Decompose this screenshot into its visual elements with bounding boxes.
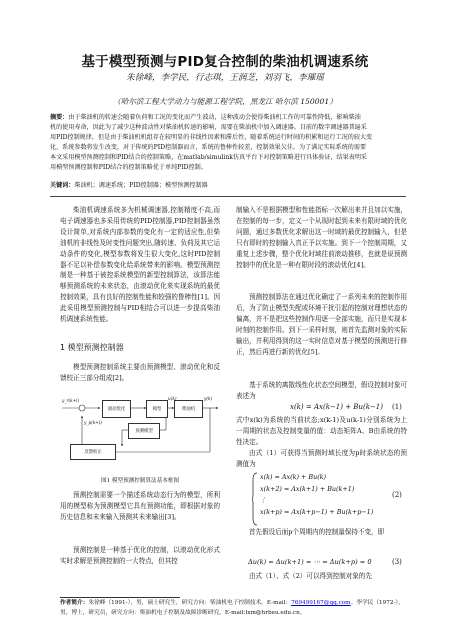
feedback-correction-block: 反馈校正 <box>70 444 116 460</box>
equation-2-line: x(k+p) = Ax(k+p−1) + Bu(k+p−1) <box>260 507 374 516</box>
equation-3-after: 由式（1）、式（2）可以得到控制对象的先 <box>249 572 372 580</box>
equation-2-line: x(k) = Ax(k) + Bu(k) <box>260 473 327 481</box>
abstract-line: 本文采用模型预测控制和PID结合的控制策略，在matlab/simulink仿真平台下对控制策略进行具体验证，结果表明采 <box>50 154 368 162</box>
abstract-line: 用PID控制规律，但是由于柴油机机组存在较明显的非线性因素和滞后性，随着系统运行时间的积累和运行工况的较大变 <box>50 134 373 142</box>
keywords-label: 关键词： <box>50 182 75 189</box>
body-paragraph: 制输入不是根据模型和性能指标一次解出来并且加以实施，在控制的每一步，定义一个从现时起到未来有限时域的优化问题，通过多数优化求解出这一时域的最优控制输入，但是只有即时的控制输入真正予以实施。到下一个控制周期，又重复上述步骤，整个优化时域往前滚动推移，也就是说预测控制中的优化是一种有限时段的滚动优化[4]。 <box>236 206 407 269</box>
equation-1-number: (1) <box>392 403 402 411</box>
abstract-line: 用模型预测控制和PID结合的控制策略优于单纯PID控制。 <box>50 164 207 172</box>
body-paragraph: 预测控制是一种基于优化的控制，以滚动优化形式实时求解是预测控制的一大特点，但其控 <box>60 546 220 565</box>
abstract-line: 化，系统参数将发生改变，对于传统的PID控制器而言，系统的鲁棒性较差，控制效果欠佳。为了满足实际系统的需要 <box>50 144 367 152</box>
equation-2-intro: 由式（1）可获得当预测时域长度为p时系统状态的预测值为 <box>236 449 407 468</box>
footnote-label: 作者简介： <box>60 600 89 606</box>
footnote-text: 朱徐峰（1991-），男，硕士研究生，研究方向：柴油机电子控制技术。E-mail： <box>88 600 292 606</box>
keywords-text: 柴油机；调速系统；PID控制器；模型预测控制器 <box>74 182 208 189</box>
affiliation: （哈尔滨工程大学动力与能源工程学院，黑龙江 哈尔滨 150001） <box>113 97 337 106</box>
equation-2 <box>260 472 373 518</box>
footnote <box>60 599 407 618</box>
abstract-line: 机的使用寿命，因此为了减少这种波动性对柴油机转速的影响，需要在柴油机中加入调速器。目前的数字调速器普遍采 <box>50 124 367 132</box>
equation-3-number: (3) <box>392 558 402 566</box>
prediction-model-block: 预测模型 <box>128 423 160 439</box>
equation-1-explanation: 式中x(k)为系统的当前状态;x(k-1)及u(k-1)分别系统为上一周期的状态及控制变量的值：动态矩阵A、B由系统的特性决定。 <box>236 416 407 446</box>
keywords <box>50 181 406 191</box>
body-paragraph: 基于系统的离散线性化状态空间模型，假设控制对象可表述为 <box>236 381 407 400</box>
section1-intro: 模型预测控制系统主要由预测模型、滚动优化和反馈校正三部分组成[2]。 <box>60 363 220 382</box>
diesel-engine-block: 柴油机 <box>174 400 203 418</box>
abstract-line: 由于柴油机的转速会随着负荷和工况的变化而产生波动，这种波动会使得柴油机工作的可靠性降低，影响柴油 <box>68 114 361 121</box>
figure-caption: 图1 模型预测控制算法基本框图 <box>100 478 180 484</box>
model-block: 模型 <box>146 400 168 418</box>
intro-paragraph: 柴油机调速系统多为机械调速器,控制精度不高,而电子调速器也多采用传统的PID控制器,PID控制器虽然设计简单,对系统内部参数的变化有一定的适应性,但柴油机的非线性及时变性问题突出,随转速、负荷及其它运动条件的变化,模型参数将发生很大变化,这时PID控制器不足以补偿参数变化给系统带来的影响。模型预测控制是一种基于被控系统模型的新型控制算法，该算法能够预测系统的未来状态，由滚动优化来实现系统的最优控制效果，具有良好的控制性能和较强的鲁棒性[1]。因此采用模型预测控制与PID相结合可以进一步提高柴油机调速系统性能。 <box>60 206 220 324</box>
figure-block-diagram <box>62 392 220 468</box>
signal-y: y(k) <box>204 396 213 401</box>
signal-u: u(k) <box>168 396 177 401</box>
equation-1: x(k) = Ax(k−1) + Bu(k−1) <box>290 403 383 411</box>
equation-2-number: (2) <box>392 491 402 499</box>
body-paragraph: 预测控制算法在通过优化确定了一系列未来的控制作用后，为了防止模型失配或环境干扰引起的控制对理想状态的偏离，并不是把这些控制作用逐一全部实施，而只是实现本时刻的控制作用。到下一采样时刻，则首先监测对象的实际输出，并利用得到的这一实时信息对基于模型的预测进行修正，然后再进行新的优化[5]。 <box>236 293 407 356</box>
paper-title: 基于模型预测与PID复合控制的柴油机调速系统 <box>81 54 369 70</box>
rolling-optimization-block: 滚动优化 <box>102 400 131 418</box>
author-list: 朱徐峰，李学民，行志琪，王润芝，刘羽飞，李璀瑶 <box>126 73 324 83</box>
section-heading-1: 1 模型预测控制器 <box>60 343 124 352</box>
footnote-rule <box>60 597 180 598</box>
equation-2-line: x(k+2) = Ax(k+1) + Bu(k+1) <box>260 484 355 493</box>
divider <box>50 196 406 197</box>
footnote-text: 。李学民（1972-），男，博士，研究员，研究方向：柴油机电子控制及故障诊断研究。E-mail:lxm@hrbeu.edu.cn。 <box>60 600 404 616</box>
body-paragraph: 预测控制需要一个描述系统动态行为的模型，所利用的模型称为预测模型它具有预测功能，即根据对象的历史信息和未来输入预测其未来输出[3]。 <box>60 491 220 521</box>
abstract-label: 摘要： <box>50 114 69 121</box>
equation-3: Δu(k) = Δu(k+1) = ⋯ = Δu(k+p) = 0 <box>248 558 372 566</box>
signal-yp: y_p(k+i) <box>84 420 102 425</box>
equation-2-brace <box>252 472 258 526</box>
email-link[interactable]: 769499167@qq.com <box>291 600 351 606</box>
signal-yr: y_r(k+i) <box>62 398 80 403</box>
equation-3-intro: 首先假设后面p个周期内的控制量保持不变，即 <box>249 528 385 536</box>
abstract <box>50 113 406 174</box>
equation-2-line: ⋮ <box>260 496 267 504</box>
